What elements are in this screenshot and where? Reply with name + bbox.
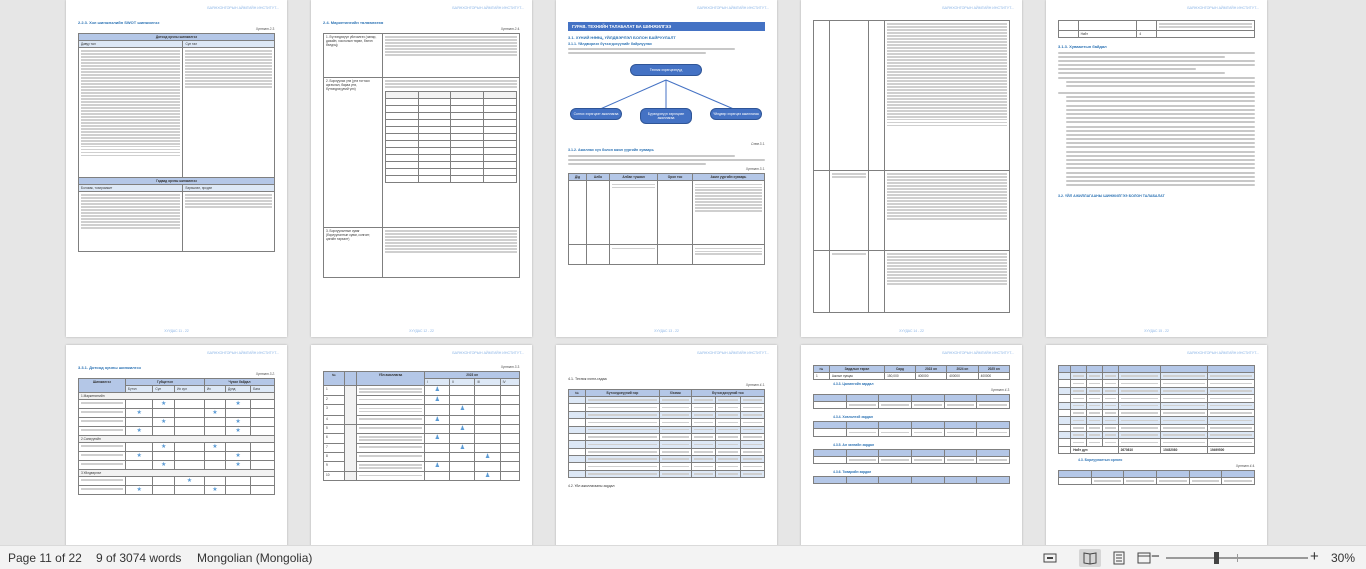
table-caption: Хүснэгт 4.4. — [1235, 463, 1255, 468]
th-performance: Гүйцэтгэл — [125, 379, 204, 386]
running-header: БАЯНХОНГОРЫН АЙМГИЙН ИНСТИТУТ... — [942, 6, 1014, 10]
running-header: БАЯНХОНГОРЫН АЙМГИЙН ИНСТИТУТ... — [697, 6, 769, 10]
sales-table — [1058, 365, 1255, 454]
running-header: БАЯНХОНГОРЫН АЙМГИЙН ИНСТИТУТ... — [1187, 6, 1259, 10]
subsection-heading: 4.3.4. Хэвлэлтэй зардал — [833, 415, 873, 420]
read-mode-button[interactable] — [1079, 549, 1101, 567]
sub-col: Сул — [153, 386, 175, 393]
star-icon: ★ — [161, 419, 167, 425]
salary-table — [813, 394, 1010, 409]
total-value: 2670810 — [1118, 446, 1161, 453]
total-value: 15452080 — [1161, 446, 1208, 453]
section-heading: 3.1. ХҮНИЙ НӨӨЦ, ҮЙЛДВЭРЛЭЛ БОЛОН БАЙРУУЛАЛТ — [568, 35, 676, 40]
sub-col: Бүтэл — [125, 386, 152, 393]
th-no: № — [569, 390, 586, 397]
star-icon: ★ — [161, 401, 167, 407]
group-label: 2.Санхүүгийн — [79, 436, 275, 443]
status-bar — [0, 545, 1366, 569]
print-layout-button[interactable] — [1108, 549, 1130, 567]
person-icon: ♟ — [434, 434, 441, 441]
th-year: 2023 он — [915, 366, 946, 373]
swot-table — [78, 33, 275, 252]
subsection-heading: 3.2. ҮЙЛ АЖИЛЛАГААНЫ ШИНЖИЛГЭЭ БОЛОН ТАЛАБАЛАТ — [1058, 194, 1165, 199]
section-heading: 3.3.1. Дотоод орчны шинжилгээ — [78, 365, 141, 370]
row-label: 1. Бүтээгдэхүүн үйлчилгээ (чанар, дизайн, хослолын төрөл, бэлэн бэлдэц) — [324, 34, 383, 78]
focus-icon — [1043, 551, 1057, 565]
col-threat: Бэрхшээл, эрсдэл — [183, 185, 275, 192]
th-position: Албан тушаал — [609, 174, 657, 181]
section-heading: 3.1.3. Хуваалтын байдал — [1058, 44, 1107, 50]
web-layout-icon — [1137, 551, 1151, 565]
th-no: № — [814, 366, 830, 373]
table-caption: Хүснэгт 2.4. — [500, 27, 520, 31]
table-caption: Хүснэгт 3.2. — [255, 372, 275, 376]
diagram-node-left: Сонгох хэрэгцээт ажиллагаа — [570, 108, 622, 120]
th-cost-type: Зардлын төрөл — [829, 366, 884, 373]
page-footer: ХУУДАС 14 - 22 — [899, 329, 924, 333]
col-weak: Сул тал — [183, 41, 275, 48]
running-header: БАЯНХОНГОРЫН АЙМГИЙН ИНСТИТУТ... — [697, 351, 769, 355]
document-page[interactable] — [311, 0, 532, 337]
section-heading: 2.4. Маркетингийн төлөвлөгөө — [323, 20, 384, 25]
star-icon: ★ — [235, 401, 241, 407]
document-page[interactable] — [801, 0, 1022, 337]
group-label: 3.Үйлдвэрлэл — [79, 470, 275, 477]
total-label: Нийт — [1078, 31, 1137, 38]
document-page[interactable] — [311, 345, 532, 545]
person-icon: ♟ — [434, 416, 441, 423]
table-caption: Хүснэгт 3.1. — [745, 167, 765, 172]
th-product: Бүтээгдэхүүний нэр — [586, 390, 660, 397]
th-importance: Чухал байдал — [204, 379, 274, 386]
page-footer: ХУУДАС 12 - 22 — [409, 329, 434, 333]
sub-col: Их сул — [175, 386, 205, 393]
star-icon: ★ — [136, 487, 142, 493]
document-page[interactable] — [66, 345, 287, 545]
running-header: БАЯНХОНГОРЫН АЙМГИЙН ИНСТИТУТ... — [207, 351, 279, 355]
col-opp: Боломж, тохиромжит — [79, 185, 183, 192]
person-icon: ♟ — [459, 445, 466, 452]
zoom-out-button[interactable]: − — [1151, 548, 1160, 565]
th-quarter: III — [475, 379, 500, 386]
zoom-level[interactable]: 30% — [1331, 551, 1356, 565]
star-icon: ★ — [235, 428, 241, 434]
th-month: Сард — [885, 366, 916, 373]
th-analysis: Шинжилгээ — [79, 379, 126, 393]
running-header: БАЯНХОНГОРЫН АЙМГИЙН ИНСТИТУТ... — [207, 6, 279, 10]
document-page[interactable] — [1046, 345, 1267, 545]
subsection-heading: 3.1.1. Үйлдвэрлэх бүтээгдэхүүнийг байрлуулах — [568, 42, 652, 46]
marketing-table — [323, 33, 520, 278]
diagram-caption: Схем 3.1. — [751, 142, 765, 147]
internal-analysis-table — [78, 378, 275, 495]
th-year: 2025 он — [978, 366, 1009, 373]
goods-table — [813, 476, 1010, 484]
table-caption: Хүснэгт 4.1. — [745, 383, 765, 387]
person-icon: ♟ — [434, 387, 441, 393]
th-dept: Алба — [586, 174, 609, 181]
document-page[interactable] — [556, 0, 777, 337]
running-header: БАЯНХОНГОРЫН АЙМГИЙН ИНСТИТУТ... — [452, 351, 524, 355]
th-duties: Ажил үүргийн хуваарь — [692, 174, 764, 181]
cell: 400000 — [915, 373, 946, 380]
cell: 150,000 — [885, 373, 916, 380]
th-quantity: Бүтээгдэхүүний тоо — [691, 390, 764, 397]
page-icon — [1112, 551, 1126, 565]
footnote: 4.2. Үйл ажиллагааны зардал — [568, 484, 615, 489]
star-icon: ★ — [235, 453, 241, 459]
star-icon: ★ — [235, 419, 241, 425]
chapter-banner: ГУРАВ. ТЕХНИЙН ТАЛАБАЛАТ БА ШИНЖИЛГЭЭ — [568, 22, 765, 31]
document-page[interactable] — [801, 345, 1022, 545]
person-icon: ♟ — [484, 473, 491, 480]
staff-table — [568, 173, 765, 265]
running-header: БАЯНХОНГОРЫН АЙМГИЙН ИНСТИТУТ... — [1187, 351, 1259, 355]
total-label: Нийт дүн — [1071, 446, 1118, 453]
cell: 400000 — [947, 373, 978, 380]
cost-table — [813, 365, 1010, 380]
diagram-node-right: Үйлдвэр хэрэгцээ ажиллагаа — [710, 108, 762, 120]
language-indicator[interactable]: Mongolian (Mongolia) — [197, 551, 313, 565]
running-header: БАЯНХОНГОРЫН АЙМГИЙН ИНСТИТУТ... — [452, 6, 524, 10]
th-no: № — [324, 372, 345, 386]
subsection-heading: 3.1.2. Ажиллах хүч болон ажил үүргийн хуваарь — [568, 148, 654, 153]
cell: 400000 — [978, 373, 1009, 380]
col-strong: Давуу тал — [79, 41, 183, 48]
star-icon: ★ — [212, 487, 218, 493]
word-count[interactable]: 9 of 3074 words — [96, 551, 182, 565]
table-caption: Хүснэгт 3.3. — [500, 365, 520, 369]
section-heading: 2.2.3. Хэл шинжлэлийн SWOT шинжилгээ — [78, 20, 160, 25]
sub-col: Их — [204, 386, 225, 393]
subsection-heading: 4.3.3. Цалингийн зардал — [833, 382, 874, 386]
total-value: 4 — [1137, 31, 1157, 38]
sub-col: Бага — [251, 386, 275, 393]
person-icon: ♟ — [459, 406, 466, 413]
th-no: Д/д — [569, 174, 587, 181]
page-footer: ХУУДАС 11 - 22 — [164, 329, 189, 333]
page-footer: ХУУДАС 13 - 22 — [654, 329, 679, 333]
document-page[interactable] — [1046, 0, 1267, 337]
table-title: Дотоод орчны шинжилгээ — [79, 34, 275, 41]
table-title-2: Гадаад орчны шинжилгээ — [79, 178, 275, 185]
th-activity: Үйл ажиллагаа — [356, 372, 425, 386]
misc-table — [813, 449, 1010, 464]
group-label: 1.Маркетингийн — [79, 393, 275, 400]
th-year: 2023 он — [425, 372, 520, 379]
star-icon: ★ — [136, 410, 142, 416]
diagram-node-top: Техник хэрэгцээнүүд — [630, 64, 702, 76]
subsection-heading: 4.3.5. Ал зөнгийн зардал — [833, 442, 875, 447]
zoom-slider-center-tick — [1237, 554, 1238, 562]
gantt-table: № Үйл ажиллагаа 2023 он I II III IV 1 ♟ 2 ♟ 3 ♟ 4 ♟ 5 ♟ 6 ♟ 7 ♟ 8 ♟ 9 ♟ 10 ♟ — [323, 371, 520, 481]
process-diagram — [568, 58, 765, 138]
row-label: 3. Борлуулалтын суваг (борлуулалтын суваг, сонголт, цэгийн тархалт) — [324, 228, 383, 278]
star-icon: ★ — [161, 444, 167, 450]
row-label: 2. Борлуулах үнэ (үнэ тогтоох аргачлал, бараа үнэ, бүтээгдэхүүний үнэ) — [324, 78, 383, 228]
person-icon: ♟ — [459, 425, 466, 432]
subsection-heading: 4.3. Борлуулалтын орлого — [1078, 457, 1123, 462]
table-caption: Хүснэгт 2.3. — [255, 27, 275, 31]
page-footer: ХУУДАС 15 - 22 — [1144, 329, 1169, 333]
th-year: 2024 он — [947, 366, 978, 373]
zoom-slider-thumb[interactable] — [1214, 552, 1219, 564]
page-indicator[interactable]: Page 11 of 22 — [8, 551, 82, 565]
equipment-table — [568, 389, 765, 478]
star-icon: ★ — [235, 462, 241, 468]
document-page[interactable] — [556, 345, 777, 545]
star-icon: ★ — [136, 453, 142, 459]
cell: 1 — [814, 373, 830, 380]
running-header: БАЯНХОНГОРЫН АЙМГИЙН ИНСТИТУТ... — [942, 351, 1014, 355]
th-quarter: II — [450, 379, 475, 386]
diagram-node-middle: Бүрэлдэхүүн хэрэгцээн ажиллагаа — [640, 108, 692, 124]
section-heading: 4.1. Техник хэлэг-гадаа — [568, 377, 607, 381]
print-table — [813, 421, 1010, 436]
sub-col: Дунд — [225, 386, 250, 393]
star-icon: ★ — [186, 478, 193, 484]
th-quarter: I — [425, 379, 450, 386]
duties-table-continued — [813, 20, 1010, 313]
th-count: Орон тоо — [658, 174, 693, 181]
star-icon: ★ — [212, 410, 218, 416]
subsection-heading: 4.3.6. Товарийн зардал — [833, 470, 872, 475]
th-unit: Х/хэмж — [659, 390, 691, 397]
person-icon: ♟ — [434, 397, 441, 404]
revenue-table — [1058, 470, 1255, 485]
star-icon: ★ — [136, 428, 142, 434]
th-quarter: IV — [500, 379, 519, 386]
document-page[interactable] — [66, 0, 287, 337]
star-icon: ★ — [212, 444, 218, 450]
person-icon: ♟ — [484, 454, 491, 461]
table-caption: Хүснэгт 4.3. — [990, 388, 1010, 392]
person-icon: ♟ — [434, 463, 441, 470]
summary-table — [1058, 20, 1255, 38]
focus-mode-button[interactable] — [1039, 549, 1061, 567]
star-icon: ★ — [161, 462, 167, 468]
total-value: 19499500 — [1208, 446, 1255, 453]
zoom-in-button[interactable]: + — [1310, 548, 1319, 565]
cell: Ажлын хувцас — [829, 373, 884, 380]
book-icon — [1083, 551, 1097, 565]
